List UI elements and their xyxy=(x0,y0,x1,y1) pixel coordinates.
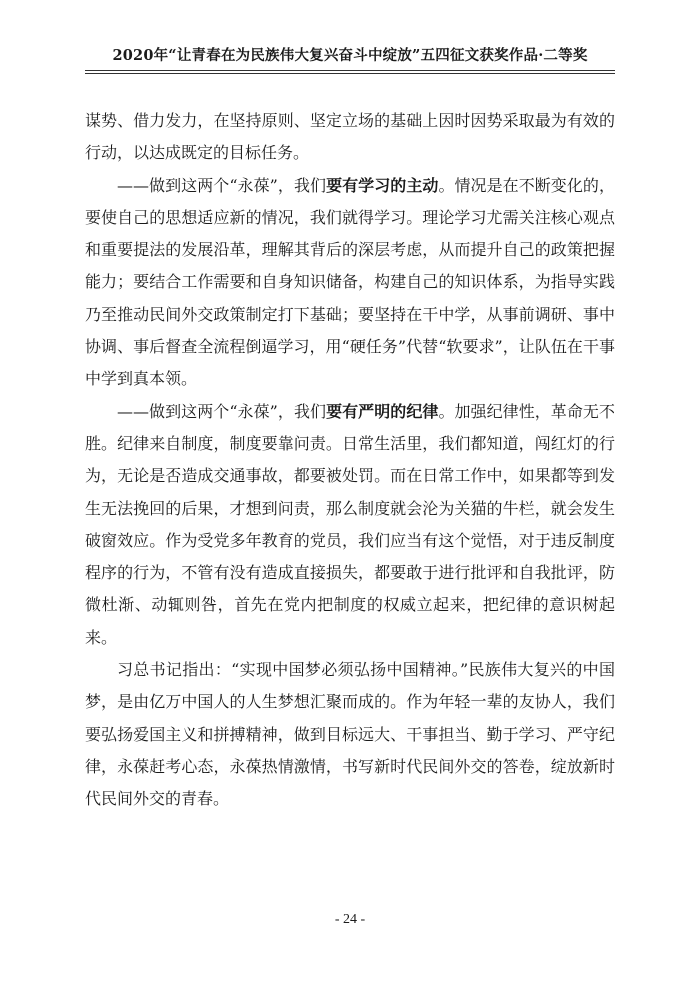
paragraph-text-rest: 。加强纪律性，革命无不胜。纪律来自制度，制度要靠问责。日常生活里，我们都知道，闯红灯的行为，无论是否造成交通事故，都要被处罚。而在日常工作中，如果都等到发生无法挽回的后果，才想到问责，那么制度就会沦为关猫的牛栏，就会发生破窗效应。作为受党多年教育的党员，我们应当有这个觉悟，对于违反制度程序的行为，不管有没有造成直接损失，都要敢于进行批评和自我批评，防微杜渐、动辄则咎，首先在党内把制度的权威立起来，把纪律的意识树起来。 xyxy=(85,401,615,647)
paragraph-text-rest: 。情况是在不断变化的，要使自己的思想适应新的情况，我们就得学习。理论学习尤需关注核心观点和重要提法的发展沿革，理解其背后的深层考虑，从而提升自己的政策把握能力；要结合工作需要和自身知识储备，构建自己的知识体系，为指导实践乃至推动民间外交政策制定打下基础；要坚持在干中学，从事前调研、事中协调、事后督查全流程倒逼学习，用“硬任务”代替“软要求”，让队伍在干事中学到真本领。 xyxy=(85,175,615,389)
paragraph-discipline xyxy=(85,396,615,654)
paragraph-emphasis: 要有严明的纪律 xyxy=(326,401,439,421)
paragraph-text-lead: ——做到这两个“永葆”，我们 xyxy=(117,175,327,195)
paragraph-text-lead: ——做到这两个“永葆”，我们 xyxy=(117,401,327,421)
paragraph-emphasis: 要有学习的主动 xyxy=(326,175,439,195)
header-rule-thick xyxy=(85,70,615,71)
body-text xyxy=(85,105,615,816)
paragraph-study xyxy=(85,170,615,396)
paragraph-text: 习总书记指出：“实现中国梦必须弘扬中国精神。”民族伟大复兴的中国梦，是由亿万中国人的人生梦想汇聚而成的。作为年轻一辈的友协人，我们要弘扬爱国主义和拼搏精神，做到目标远大、干事担当、勤于学习、严守纪律，永葆赶考心态，永葆热情激情，书写新时代民间外交的答卷，绽放新时代民间外交的青春。 xyxy=(85,660,615,809)
page-number: - 24 - xyxy=(334,912,366,927)
paragraph-conclusion xyxy=(85,654,615,815)
header-rule-thin xyxy=(85,73,615,74)
running-header: 2020年“让青春在为民族伟大复兴奋斗中绽放”五四征文获奖作品·二等奖 xyxy=(112,47,588,64)
paragraph-text: 谋势、借力发力，在坚持原则、坚定立场的基础上因时因势采取最为有效的行动，以达成既定的目标任务。 xyxy=(85,111,615,163)
paragraph-continuation xyxy=(85,105,615,170)
